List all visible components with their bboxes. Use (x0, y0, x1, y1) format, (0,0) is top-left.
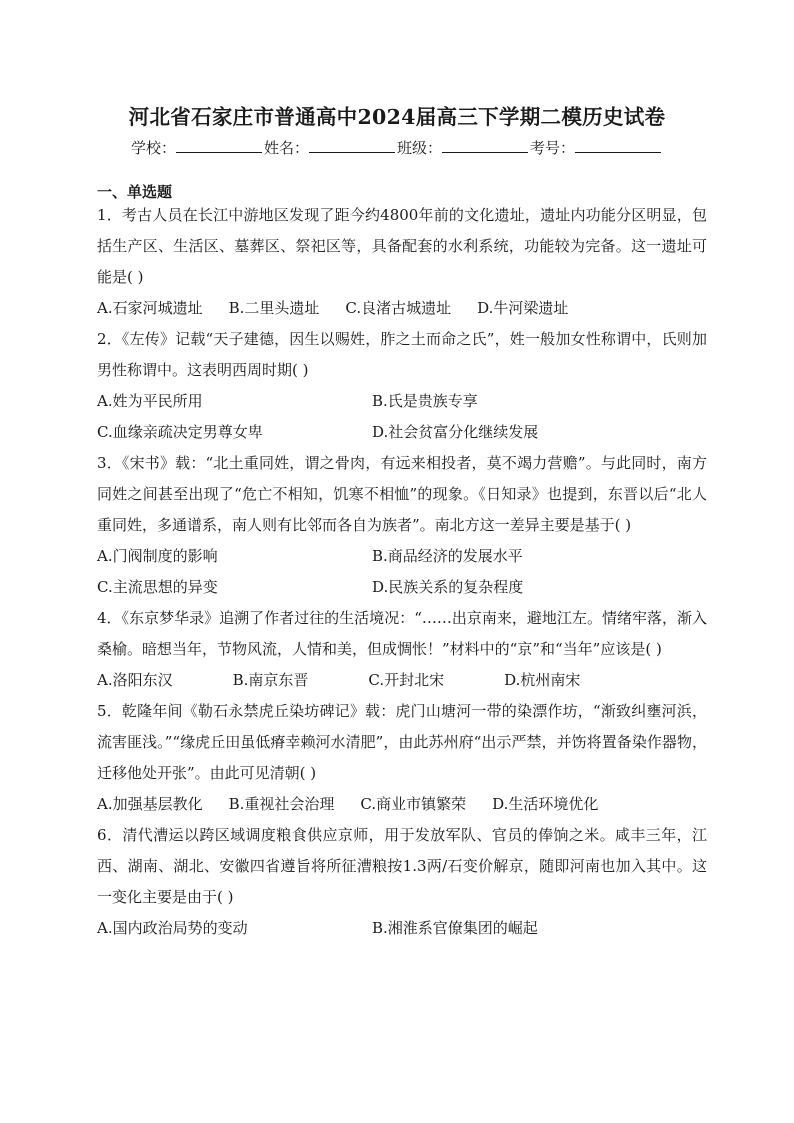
question-5 (97, 696, 707, 820)
option-d[interactable]: D.杭州南宋 (504, 671, 581, 689)
option-b[interactable]: B.氏是贵族专享 (372, 392, 478, 410)
option-c[interactable]: C.良渚古城遗址 (345, 299, 452, 317)
options (97, 293, 707, 324)
question-4 (97, 603, 707, 696)
option-d[interactable]: D.民族关系的复杂程度 (372, 578, 524, 596)
question-1 (97, 200, 707, 324)
option-b[interactable]: B.二里头遗址 (228, 299, 320, 317)
question-stem: 6．清代漕运以跨区域调度粮食供应京师，用于发放军队、官员的俸饷之米。咸丰三年，江西、湖南、湖北、安徽四省遵旨将所征漕粮按1.3两/石变价解京，随即河南也加入其中。这一变化主要是由于( ) (97, 826, 707, 906)
options (97, 665, 707, 696)
question-stem: 1．考古人员在长江中游地区发现了距今约4800年前的文化遗址，遗址内功能分区明显，包括生产区、生活区、墓葬区、祭祀区等，具备配套的水利系统，功能较为完备。这一遗址可能是( ) (97, 206, 707, 286)
option-a[interactable]: A.洛阳东汉 (97, 671, 173, 689)
option-a[interactable]: A.加强基层教化 (97, 795, 203, 813)
options (97, 789, 707, 820)
class-label: 班级： (397, 139, 443, 157)
option-b[interactable]: B.商品经济的发展水平 (372, 547, 523, 565)
student-info-line (0, 137, 794, 158)
question-stem: 2．《左传》记载“天子建德，因生以赐姓，胙之土而命之氏”，姓一般加女性称谓中，氏则加男性称谓中。这表明西周时期( ) (97, 330, 707, 379)
option-a[interactable]: A.姓为平民所用 (97, 392, 203, 410)
option-c[interactable]: C.开封北宋 (368, 671, 445, 689)
number-blank[interactable] (575, 138, 661, 153)
option-d[interactable]: D.生活环境优化 (492, 795, 599, 813)
options (97, 386, 707, 448)
question-stem: 5．乾隆年间《勒石永禁虎丘染坊碑记》载：虎门山塘河一带的染漂作坊，“渐致纠壅河浜，流害匪浅。”“缘虎丘田虽低瘠幸赖河水清肥”，由此苏州府“出示严禁，并饬将置备染作器物，迁移他处开张”。由此可见清朝( ) (97, 702, 707, 782)
option-d[interactable]: D.社会贫富分化继续发展 (372, 423, 539, 441)
page-title: 河北省石家庄市普通高中2024届高三下学期二模历史试卷 (128, 105, 666, 129)
question-stem: 3．《宋书》载：“北土重同姓，谓之骨肉，有远来相投者，莫不竭力营赡”。与此同时，南方同姓之间甚至出现了“危亡不相知，饥寒不相恤”的现象。《日知录》也提到，东晋以后“北人重同姓，多通谱系，南人则有比邻而各自为族者”。南北方这一差异主要是基于( ) (97, 454, 707, 534)
name-blank[interactable] (309, 138, 395, 153)
question-6 (97, 820, 707, 944)
question-2 (97, 324, 707, 448)
section-heading: 一、单选题 (97, 183, 173, 201)
name-label: 姓名： (263, 139, 309, 157)
school-label: 学校： (130, 139, 176, 157)
class-blank[interactable] (442, 138, 528, 153)
option-a[interactable]: A.国内政治局势的变动 (97, 919, 248, 937)
option-a[interactable]: A.石家河城遗址 (97, 299, 203, 317)
option-c[interactable]: C.商业市镇繁荣 (360, 795, 467, 813)
school-blank[interactable] (176, 138, 262, 153)
question-stem: 4．《东京梦华录》追溯了作者过往的生活境况：“……出京南来，避地江左。情绪牢落，渐入桑榆。暗想当年，节物风流，人情和美，但成惆怅！”材料中的“京”和“当年”应该是( ) (97, 609, 707, 658)
option-b[interactable]: B.南京东晋 (232, 671, 309, 689)
option-d[interactable]: D.牛河梁遗址 (477, 299, 569, 317)
option-c[interactable]: C.血缘亲疏决定男尊女卑 (97, 423, 263, 441)
option-b[interactable]: B.湘淮系官僚集团的崛起 (372, 919, 538, 937)
number-label: 考号： (530, 139, 576, 157)
options (97, 913, 707, 944)
question-list (97, 200, 707, 944)
option-a[interactable]: A.门阀制度的影响 (97, 547, 218, 565)
option-c[interactable]: C.主流思想的异变 (97, 578, 218, 596)
question-3 (97, 448, 707, 603)
options (97, 541, 707, 603)
option-b[interactable]: B.重视社会治理 (228, 795, 335, 813)
